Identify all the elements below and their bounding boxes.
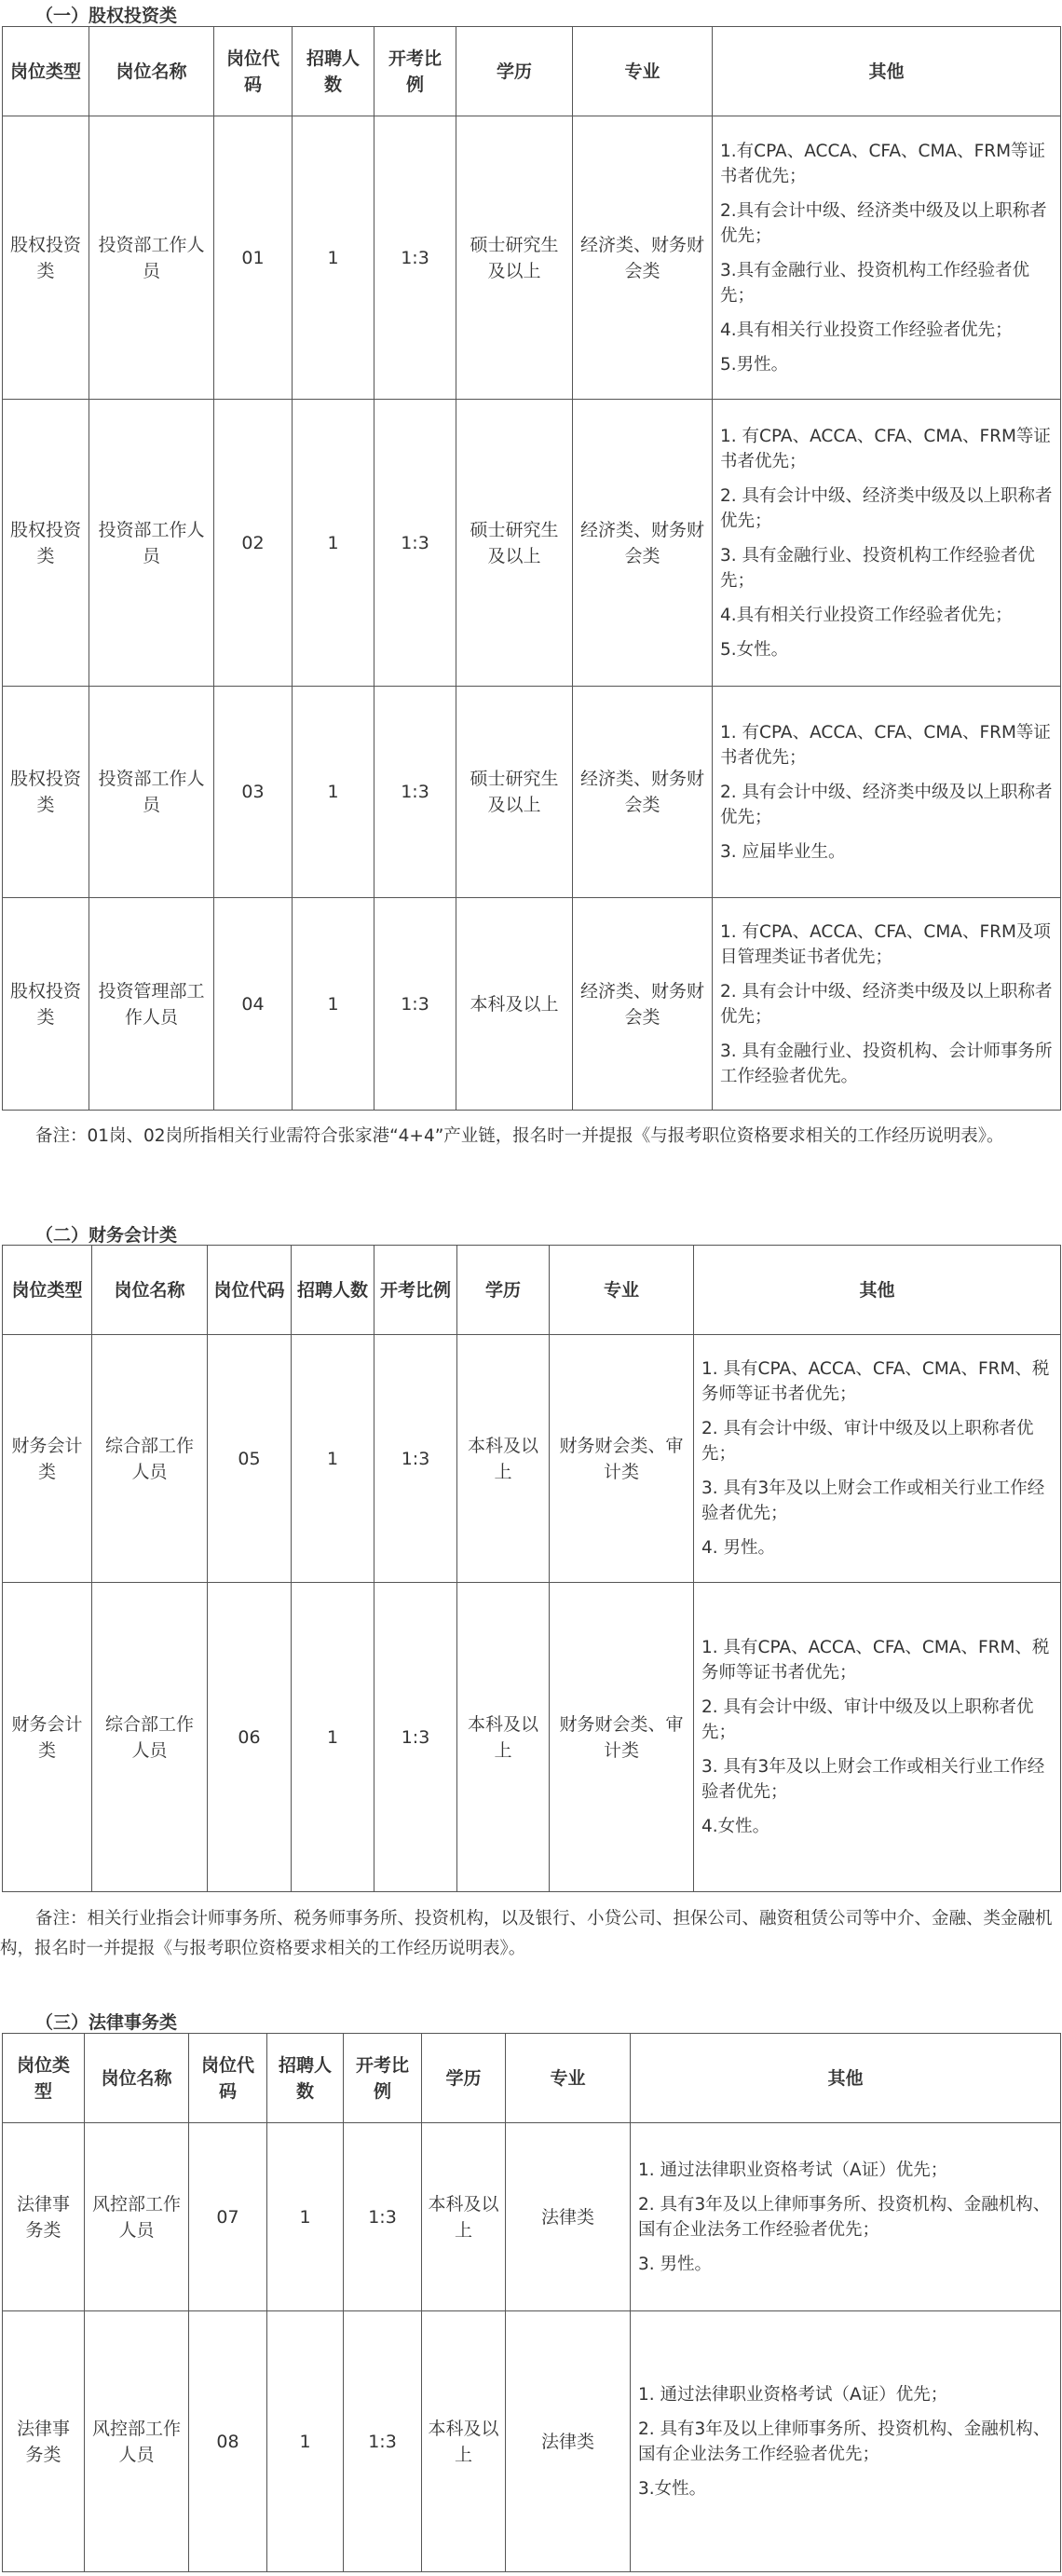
cell-job-type: 股权投资类 bbox=[3, 687, 89, 898]
cell-major: 法律类 bbox=[506, 2311, 631, 2572]
header-education: 学历 bbox=[456, 27, 573, 116]
cell-education: 硕士研究生及以上 bbox=[456, 116, 573, 400]
requirement-item: 2. 具有会计中级、经济类中级及以上职称者优先； bbox=[720, 981, 1053, 1027]
cell-education: 硕士研究生及以上 bbox=[456, 687, 573, 898]
cell-exam-ratio: 1:3 bbox=[374, 1583, 457, 1892]
table-row bbox=[3, 2311, 1061, 2572]
cell-exam-ratio: 1:3 bbox=[344, 2123, 422, 2311]
cell-hire-count: 1 bbox=[267, 2123, 344, 2311]
cell-other bbox=[631, 2123, 1061, 2311]
table-row bbox=[3, 1335, 1061, 1583]
cell-major: 财务财会类、审计类 bbox=[550, 1583, 694, 1892]
cell-major: 经济类、财务财会类 bbox=[573, 898, 713, 1111]
cell-job-code: 07 bbox=[189, 2123, 267, 2311]
table-row bbox=[3, 1583, 1061, 1892]
cell-job-code: 04 bbox=[214, 898, 293, 1111]
header-exam-ratio: 开考比例 bbox=[344, 2034, 422, 2123]
cell-education: 本科及以上 bbox=[457, 1335, 550, 1583]
header-education: 学历 bbox=[422, 2034, 506, 2123]
cell-hire-count: 1 bbox=[267, 2311, 344, 2572]
requirement-item: 3. 应届毕业生。 bbox=[720, 841, 846, 862]
header-other: 其他 bbox=[694, 1246, 1061, 1335]
header-hire-count: 招聘人数 bbox=[267, 2034, 344, 2123]
table-header-row bbox=[3, 2034, 1061, 2123]
cell-education: 本科及以上 bbox=[422, 2123, 506, 2311]
header-hire-count: 招聘人数 bbox=[292, 1246, 374, 1335]
header-education: 学历 bbox=[457, 1246, 550, 1335]
cell-major: 财务财会类、审计类 bbox=[550, 1335, 694, 1583]
requirement-item: 2.具有会计中级、经济类中级及以上职称者优先； bbox=[720, 200, 1047, 246]
cell-exam-ratio: 1:3 bbox=[374, 898, 456, 1111]
header-exam-ratio: 开考比例 bbox=[374, 1246, 457, 1335]
cell-job-name: 投资管理部工作人员 bbox=[89, 898, 214, 1111]
cell-hire-count: 1 bbox=[293, 400, 374, 687]
cell-hire-count: 1 bbox=[292, 1583, 374, 1892]
requirement-item: 3.女性。 bbox=[638, 2478, 707, 2499]
cell-job-name: 投资部工作人员 bbox=[89, 687, 214, 898]
table-row bbox=[3, 2123, 1061, 2311]
cell-job-type: 财务会计类 bbox=[3, 1583, 92, 1892]
requirement-item: 3. 具有金融行业、投资机构工作经验者优先； bbox=[720, 545, 1036, 591]
requirement-item: 1. 通过法律职业资格考试（A证）优先； bbox=[638, 2160, 948, 2180]
cell-hire-count: 1 bbox=[292, 1335, 374, 1583]
requirement-item: 3. 具有金融行业、投资机构、会计师事务所工作经验者优先。 bbox=[720, 1041, 1053, 1086]
cell-job-code: 01 bbox=[214, 116, 293, 400]
header-job-type: 岗位类型 bbox=[3, 27, 89, 116]
requirement-item: 2. 具有3年及以上律师事务所、投资机构、金融机构、国有企业法务工作经验者优先； bbox=[638, 2419, 1051, 2464]
header-job-code: 岗位代码 bbox=[189, 2034, 267, 2123]
section-note-finance: 备注：相关行业指会计师事务所、税务师事务所、投资机构，以及银行、小贷公司、担保公司、融资租赁公司等中介、金融、类金融机构，报名时一并提报《与报考职位资格要求相关的工作经历说明表》。 bbox=[0, 1909, 1053, 1958]
requirement-item: 4. 男性。 bbox=[701, 1538, 776, 1558]
table-header-row bbox=[3, 27, 1061, 116]
header-other: 其他 bbox=[713, 27, 1061, 116]
section-note-equity: 备注：01岗、02岗所指相关行业需符合张家港“4+4”产业链，报名时一并提报《与报考职位资格要求相关的工作经历说明表》。 bbox=[35, 1126, 1004, 1146]
cell-major: 经济类、财务财会类 bbox=[573, 687, 713, 898]
cell-major: 经济类、财务财会类 bbox=[573, 116, 713, 400]
cell-job-type: 法律事务类 bbox=[3, 2123, 85, 2311]
legal-jobs-table bbox=[2, 2033, 1061, 2572]
cell-job-name: 风控部工作人员 bbox=[85, 2123, 189, 2311]
requirement-item: 5.男性。 bbox=[720, 354, 789, 375]
cell-hire-count: 1 bbox=[293, 687, 374, 898]
cell-job-code: 05 bbox=[208, 1335, 292, 1583]
header-job-name: 岗位名称 bbox=[92, 1246, 208, 1335]
cell-major: 经济类、财务财会类 bbox=[573, 400, 713, 687]
cell-job-type: 财务会计类 bbox=[3, 1335, 92, 1583]
cell-job-type: 股权投资类 bbox=[3, 898, 89, 1111]
cell-job-name: 综合部工作人员 bbox=[92, 1583, 208, 1892]
requirement-item: 1. 有CPA、ACCA、CFA、CMA、FRM等证书者优先； bbox=[720, 722, 1051, 768]
requirement-item: 3.具有金融行业、投资机构工作经验者优先； bbox=[720, 260, 1030, 306]
requirement-item: 4.具有相关行业投资工作经验者优先； bbox=[720, 605, 1013, 625]
cell-job-name: 风控部工作人员 bbox=[85, 2311, 189, 2572]
header-other: 其他 bbox=[631, 2034, 1061, 2123]
cell-other bbox=[713, 687, 1061, 898]
cell-other bbox=[631, 2311, 1061, 2572]
cell-job-type: 股权投资类 bbox=[3, 400, 89, 687]
header-hire-count: 招聘人数 bbox=[293, 27, 374, 116]
cell-other bbox=[694, 1335, 1061, 1583]
requirement-item: 2. 具有会计中级、审计中级及以上职称者优先； bbox=[701, 1419, 1034, 1464]
requirement-item: 3. 男性。 bbox=[638, 2254, 713, 2274]
cell-job-name: 投资部工作人员 bbox=[89, 116, 214, 400]
table-row bbox=[3, 116, 1061, 400]
header-job-type: 岗位类型 bbox=[3, 1246, 92, 1335]
finance-jobs-table bbox=[2, 1245, 1061, 1892]
cell-education: 本科及以上 bbox=[456, 898, 573, 1111]
equity-jobs-table bbox=[2, 26, 1061, 1111]
requirement-item: 3. 具有3年及以上财会工作或相关行业工作经验者优先； bbox=[701, 1479, 1045, 1523]
cell-job-code: 03 bbox=[214, 687, 293, 898]
header-exam-ratio: 开考比例 bbox=[374, 27, 456, 116]
header-job-name: 岗位名称 bbox=[85, 2034, 189, 2123]
cell-exam-ratio: 1:3 bbox=[374, 687, 456, 898]
requirement-item: 2. 具有会计中级、审计中级及以上职称者优先； bbox=[701, 1697, 1034, 1742]
table-row bbox=[3, 400, 1061, 687]
header-job-code: 岗位代码 bbox=[208, 1246, 292, 1335]
cell-job-code: 08 bbox=[189, 2311, 267, 2572]
cell-education: 硕士研究生及以上 bbox=[456, 400, 573, 687]
requirement-item: 3. 具有3年及以上财会工作或相关行业工作经验者优先； bbox=[701, 1757, 1045, 1802]
requirement-item: 4.具有相关行业投资工作经验者优先； bbox=[720, 320, 1013, 340]
cell-exam-ratio: 1:3 bbox=[374, 116, 456, 400]
cell-job-code: 02 bbox=[214, 400, 293, 687]
header-job-name: 岗位名称 bbox=[89, 27, 214, 116]
requirement-item: 4.女性。 bbox=[701, 1817, 770, 1836]
section-title-equity: （一）股权投资类 bbox=[35, 6, 178, 26]
requirement-item: 1. 具有CPA、ACCA、CFA、CMA、FRM、税务师等证书者优先； bbox=[701, 1359, 1050, 1404]
header-major: 专业 bbox=[550, 1246, 694, 1335]
cell-job-type: 法律事务类 bbox=[3, 2311, 85, 2572]
cell-job-type: 股权投资类 bbox=[3, 116, 89, 400]
header-major: 专业 bbox=[506, 2034, 631, 2123]
requirement-item: 1. 有CPA、ACCA、CFA、CMA、FRM等证书者优先； bbox=[720, 426, 1051, 471]
cell-hire-count: 1 bbox=[293, 898, 374, 1111]
cell-job-code: 06 bbox=[208, 1583, 292, 1892]
requirement-item: 5.女性。 bbox=[720, 639, 789, 660]
cell-exam-ratio: 1:3 bbox=[344, 2311, 422, 2572]
header-job-type: 岗位类型 bbox=[3, 2034, 85, 2123]
table-row bbox=[3, 898, 1061, 1111]
cell-job-name: 综合部工作人员 bbox=[92, 1335, 208, 1583]
table-row bbox=[3, 687, 1061, 898]
cell-major: 法律类 bbox=[506, 2123, 631, 2311]
header-major: 专业 bbox=[573, 27, 713, 116]
requirement-item: 1. 具有CPA、ACCA、CFA、CMA、FRM、税务师等证书者优先； bbox=[701, 1638, 1050, 1683]
requirement-item: 1. 通过法律职业资格考试（A证）优先； bbox=[638, 2384, 948, 2405]
requirement-item: 2. 具有会计中级、经济类中级及以上职称者优先； bbox=[720, 485, 1053, 531]
cell-exam-ratio: 1:3 bbox=[374, 1335, 457, 1583]
requirement-item: 1. 有CPA、ACCA、CFA、CMA、FRM及项目管理类证书者优先； bbox=[720, 921, 1051, 967]
cell-hire-count: 1 bbox=[293, 116, 374, 400]
cell-job-name: 投资部工作人员 bbox=[89, 400, 214, 687]
cell-exam-ratio: 1:3 bbox=[374, 400, 456, 687]
header-job-code: 岗位代码 bbox=[214, 27, 293, 116]
cell-other bbox=[694, 1583, 1061, 1892]
cell-other bbox=[713, 400, 1061, 687]
requirement-item: 2. 具有会计中级、经济类中级及以上职称者优先； bbox=[720, 782, 1053, 827]
section-title-legal: （三）法律事务类 bbox=[35, 2012, 178, 2033]
requirement-item: 1.有CPA、ACCA、CFA、CMA、FRM等证书者优先； bbox=[720, 141, 1046, 186]
cell-education: 本科及以上 bbox=[422, 2311, 506, 2572]
cell-other bbox=[713, 898, 1061, 1111]
section-title-finance: （二）财务会计类 bbox=[35, 1225, 178, 1246]
requirement-item: 2. 具有3年及以上律师事务所、投资机构、金融机构、国有企业法务工作经验者优先； bbox=[638, 2194, 1051, 2240]
cell-education: 本科及以上 bbox=[457, 1583, 550, 1892]
cell-other bbox=[713, 116, 1061, 400]
table-header-row bbox=[3, 1246, 1061, 1335]
